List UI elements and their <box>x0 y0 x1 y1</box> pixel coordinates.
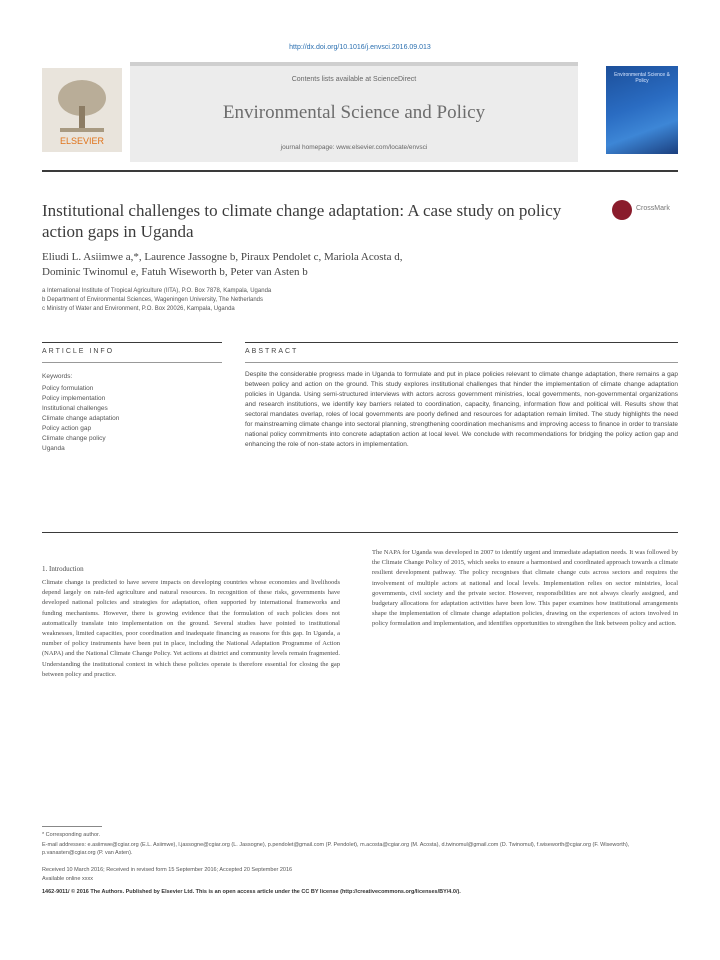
keyword: Climate change policy <box>42 435 106 442</box>
keyword: Institutional challenges <box>42 405 108 412</box>
footnote-divider <box>42 826 102 827</box>
section-heading: 1. Introduction <box>42 565 84 573</box>
keywords-label: Keywords: <box>42 373 73 380</box>
copyright-line: 1462-9011/ © 2016 The Authors. Published by Elsevier Ltd. This is an open access article under the CC BY license (http://creativecommons.org/licenses/BY/4.0/). <box>42 889 461 895</box>
cover-title: Environmental Science & Policy <box>614 72 670 84</box>
received-dates: Received 10 March 2016; Received in revised form 15 September 2016; Accepted 20 September 2016 <box>42 867 293 873</box>
crossmark-label: CrossMark <box>636 205 670 212</box>
intro-column-2: The NAPA for Uganda was developed in 2007 to identify urgent and immediate adaptation needs. It was followed by the Climate Change Policy of 2015, which seeks to ensure a harmonised and coordinated approach towards a climate resilient development pathway. The policy recognises that climate change cuts across sectors and requires the involvement of multiple actors at national and local levels. Implementation relies on sector ministries, local governments, civil society and the private sector. However, responsibilities are not always clearly assigned, and budgetary allocations for adaptation activities have been low. This paper examines how institutional arrangements shape the implementation of climate change adaptation policies, drawing on the experiences of actors involved in policy formulation and implementation, and identifies opportunities to strengthen the link between policy and action. <box>372 549 678 628</box>
corresponding-note: * Corresponding author. <box>42 832 101 838</box>
keyword: Uganda <box>42 445 65 452</box>
keyword: Policy formulation <box>42 385 94 392</box>
intro-column-1: Climate change is predicted to have severe impacts on developing countries whose economies and livelihoods depend largely on rain-fed agriculture and natural resources. In recognition of these risks, governments have developed national policies and strategies for adaptation, often supported by international frameworks and funding mechanisms. However, there is growing evidence that the formulation of such policies does not automatically translate into implementation on the ground. Several studies have pointed to institutional weaknesses, limited capacities, poor coordination and inadequate financing as reasons for this gap. In Uganda, a number of policy instruments have been put in place, including the National Adaptation Programme of Action (NAPA) and the National Climate Change Policy. Yet actions at district and community levels remain fragmented. Understanding the institutional context in which these policies operate is therefore essential for closing the gap between policy and practice. <box>42 579 340 678</box>
header-divider <box>42 170 678 172</box>
publisher-logo <box>42 68 122 152</box>
journal-homepage[interactable]: journal homepage: www.elsevier.com/locate/envsci <box>280 144 428 151</box>
authors-line-1: Eliudi L. Asiimwe a,*, Laurence Jassogne b, Piraux Pendolet c, Mariola Acosta d, <box>42 251 403 263</box>
journal-title: Environmental Science and Policy <box>222 102 486 123</box>
journal-cover-image <box>606 66 678 154</box>
abstract-divider <box>245 342 678 343</box>
keyword: Climate change adaptation <box>42 415 120 422</box>
abstract-text: Despite the considerable progress made in Uganda to formulate and put in place policies relevant to climate change adaptation, there remains a gap between policy and action on the ground. This study explores institutional challenges that hinder the implementation of climate change adaptation policies in Uganda. Using semi-structured interviews with actors across government ministries, local governments, non-governmental organizations and research institutions, we identify key barriers related to coordination, capacity, financing, information flow and political will. Results show that sectoral mandates overlap, roles of local governments are poorly defined and resources for adaptation remain limited. The study highlights the need for mainstreaming climate change into sectoral planning, strengthening coordination mechanisms and improving access to finance in order to translate national policy commitments into concrete adaptation action at local level. We conclude with recommendations for bridging the policy action gap and enhancing the role of non-state actors in implementation. <box>245 371 678 448</box>
email-addresses: E-mail addresses: e.asiimwe@cgiar.org (E.L. Asiimwe), l.jassogne@cgiar.org (L. Jassogne), p.pendolet@gmail.com (P. Pendolet), m.acosta@cgiar.org (M. Acosta), d.twinomul@gmail.com (D. Twinomul), f.wiseworth@cgiar.org (F. Wiseworth), p.vanasten@cgiar.org (P. van Asten). <box>42 842 630 856</box>
keyword: Policy action gap <box>42 425 92 432</box>
info-divider <box>42 342 222 343</box>
doi-link[interactable]: http://dx.doi.org/10.1016/j.envsci.2016.09.013 <box>289 44 431 51</box>
abstract-heading: ABSTRACT <box>245 348 299 355</box>
contents-line[interactable]: Contents lists available at ScienceDirect <box>291 76 417 83</box>
journal-band <box>130 62 578 162</box>
elsevier-tree-icon <box>52 76 112 134</box>
publisher-name: ELSEVIER <box>59 136 105 146</box>
journal-header <box>42 62 678 158</box>
crossmark-icon <box>612 200 632 220</box>
article-title: Institutional challenges to climate change adaptation: A case study on policy action gaps in Uganda <box>42 201 562 241</box>
abstract-subdivider <box>245 362 678 363</box>
affiliation: c Ministry of Water and Environment, P.O. Box 20026, Kampala, Uganda <box>42 306 235 312</box>
info-subdivider <box>42 362 222 363</box>
author-list <box>42 250 642 280</box>
crossmark-badge[interactable] <box>612 200 676 220</box>
available-online: Available online xxxx <box>42 876 93 882</box>
affiliation: b Department of Environmental Sciences, Wageningen University, The Netherlands <box>42 297 264 303</box>
abstract-end-divider <box>42 532 678 533</box>
keyword: Policy implementation <box>42 395 106 402</box>
article-info-heading: ARTICLE INFO <box>42 348 115 355</box>
affiliation: a International Institute of Tropical Agriculture (IITA), P.O. Box 7878, Kampala, Uganda <box>42 288 272 294</box>
authors-line-2: Dominic Twinomul e, Fatuh Wiseworth b, Peter van Asten b <box>42 266 308 278</box>
